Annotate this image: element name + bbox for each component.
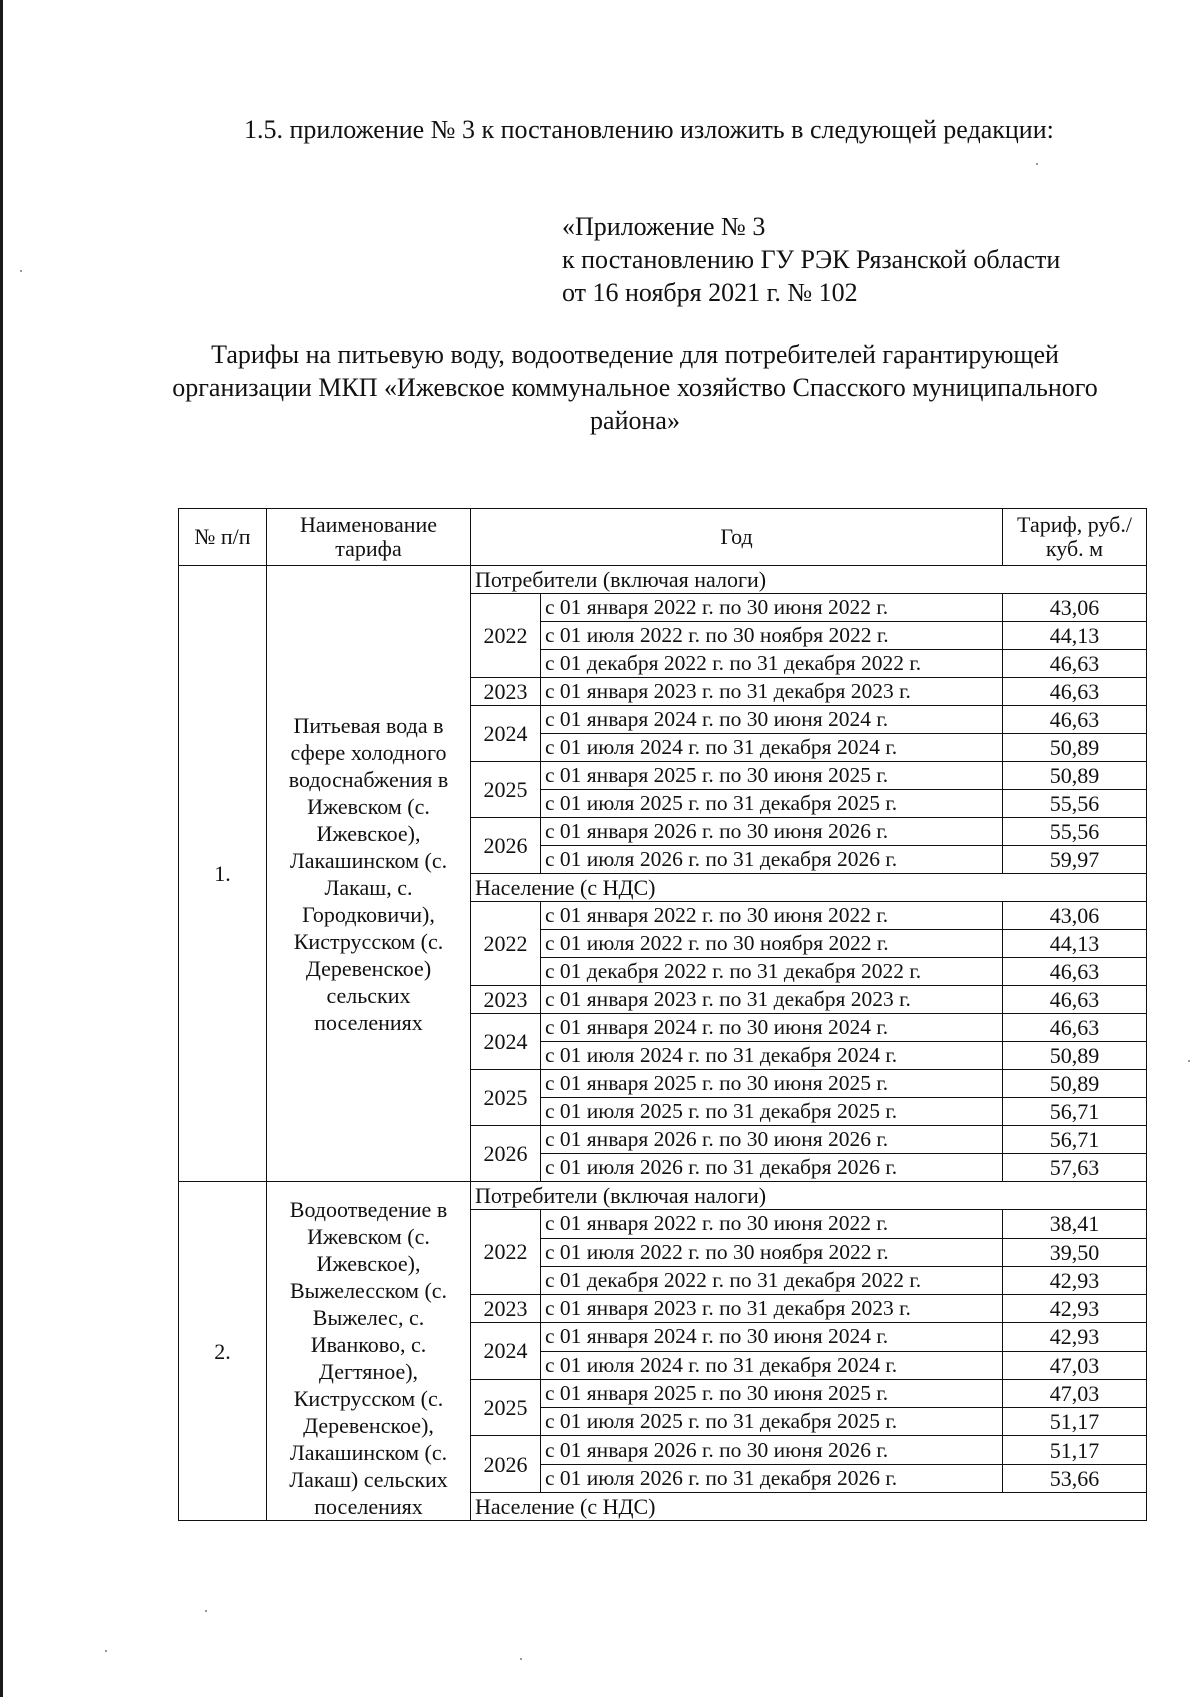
consumer-group-label: Потребители (включая налоги) bbox=[471, 1182, 1147, 1210]
tariff-name: Водоотведение в Ижевском (с. Ижевское), Выжелесском (с. Выжелес, с. Иванково, с. Дегтяное), Киструсском (с. Деревенское), Лакашинском (с. Лакаш) сельских поселениях bbox=[267, 1182, 471, 1521]
tariff-value-cell: 44,13 bbox=[1003, 930, 1147, 958]
period-cell: с 01 декабря 2022 г. по 31 декабря 2022 г. bbox=[541, 650, 1003, 678]
header-tariff: Тариф, руб./куб. м bbox=[1003, 509, 1147, 566]
tariff-value-cell: 42,93 bbox=[1003, 1266, 1147, 1294]
period-cell: с 01 июля 2022 г. по 30 ноября 2022 г. bbox=[541, 1238, 1003, 1266]
tariff-name: Питьевая вода в сфере холодного водоснабжения в Ижевском (с. Ижевское), Лакашинском (с. Лакаш, с. Городковичи), Киструсском (с. Деревенское) сельских поселениях bbox=[267, 566, 471, 1182]
tariff-value-cell: 43,06 bbox=[1003, 902, 1147, 930]
period-cell: с 01 января 2024 г. по 30 июня 2024 г. bbox=[541, 1322, 1003, 1351]
tariff-value-cell: 47,03 bbox=[1003, 1351, 1147, 1379]
period-cell: с 01 января 2023 г. по 31 декабря 2023 г. bbox=[541, 1294, 1003, 1322]
year-cell: 2023 bbox=[471, 678, 541, 706]
period-cell: с 01 января 2025 г. по 30 июня 2025 г. bbox=[541, 1379, 1003, 1408]
tariff-value-cell: 57,63 bbox=[1003, 1154, 1147, 1182]
period-cell: с 01 июля 2025 г. по 31 декабря 2025 г. bbox=[541, 1408, 1003, 1436]
consumer-group-label: Население (с НДС) bbox=[471, 1493, 1147, 1521]
appendix-line-2: к постановлению ГУ РЭК Рязанской области bbox=[562, 245, 1061, 274]
header-num: № п/п bbox=[179, 509, 267, 566]
tariff-value-cell: 55,56 bbox=[1003, 790, 1147, 818]
tariff-value-cell: 51,17 bbox=[1003, 1408, 1147, 1436]
year-cell: 2026 bbox=[471, 1436, 541, 1493]
tariff-value-cell: 56,71 bbox=[1003, 1126, 1147, 1154]
period-cell: с 01 января 2026 г. по 30 июня 2026 г. bbox=[541, 1126, 1003, 1154]
scan-speck bbox=[1036, 163, 1038, 165]
tariff-value-cell: 42,93 bbox=[1003, 1294, 1147, 1322]
tariff-value-cell: 46,63 bbox=[1003, 706, 1147, 734]
appendix-header bbox=[562, 210, 1142, 309]
tariff-value-cell: 50,89 bbox=[1003, 1070, 1147, 1098]
tariff-value-cell: 43,06 bbox=[1003, 594, 1147, 622]
document-title: Тарифы на питьевую воду, водоотведение для потребителей гарантирующей организации МКП «Ижевское коммунальное хозяйство Спасского муниципального района» bbox=[172, 340, 1098, 435]
tariff-table bbox=[178, 508, 1147, 1521]
group-row bbox=[179, 1182, 1147, 1210]
tariff-table-body bbox=[179, 566, 1147, 1521]
table-header-row bbox=[179, 509, 1147, 566]
year-cell: 2023 bbox=[471, 1294, 541, 1322]
year-cell: 2024 bbox=[471, 706, 541, 762]
tariff-value-cell: 46,63 bbox=[1003, 986, 1147, 1014]
intro-paragraph: 1.5. приложение № 3 к постановлению изложить в следующей редакции: bbox=[244, 115, 1054, 144]
tariff-value-cell: 46,63 bbox=[1003, 678, 1147, 706]
tariff-value-cell: 50,89 bbox=[1003, 734, 1147, 762]
period-cell: с 01 июля 2025 г. по 31 декабря 2025 г. bbox=[541, 1098, 1003, 1126]
period-cell: с 01 июля 2024 г. по 31 декабря 2024 г. bbox=[541, 734, 1003, 762]
scan-speck bbox=[105, 1650, 107, 1652]
period-cell: с 01 января 2022 г. по 30 июня 2022 г. bbox=[541, 902, 1003, 930]
year-cell: 2025 bbox=[471, 1379, 541, 1436]
year-cell: 2025 bbox=[471, 762, 541, 818]
period-cell: с 01 декабря 2022 г. по 31 декабря 2022 г. bbox=[541, 1266, 1003, 1294]
year-cell: 2024 bbox=[471, 1014, 541, 1070]
group-row bbox=[179, 566, 1147, 594]
appendix-line-1: «Приложение № 3 bbox=[562, 212, 766, 241]
period-cell: с 01 июля 2022 г. по 30 ноября 2022 г. bbox=[541, 622, 1003, 650]
header-name: Наименование тарифа bbox=[267, 509, 471, 566]
period-cell: с 01 июля 2026 г. по 31 декабря 2026 г. bbox=[541, 1465, 1003, 1493]
tariff-value-cell: 39,50 bbox=[1003, 1238, 1147, 1266]
consumer-group-label: Население (с НДС) bbox=[471, 874, 1147, 902]
period-cell: с 01 декабря 2022 г. по 31 декабря 2022 г. bbox=[541, 958, 1003, 986]
tariff-value-cell: 51,17 bbox=[1003, 1436, 1147, 1465]
period-cell: с 01 января 2024 г. по 30 июня 2024 г. bbox=[541, 706, 1003, 734]
year-cell: 2022 bbox=[471, 594, 541, 678]
period-cell: с 01 января 2022 г. по 30 июня 2022 г. bbox=[541, 594, 1003, 622]
scan-left-edge bbox=[0, 0, 3, 1697]
tariff-value-cell: 44,13 bbox=[1003, 622, 1147, 650]
tariff-value-cell: 46,63 bbox=[1003, 1014, 1147, 1042]
year-cell: 2022 bbox=[471, 1210, 541, 1295]
scan-speck bbox=[20, 270, 22, 272]
year-cell: 2025 bbox=[471, 1070, 541, 1126]
tariff-value-cell: 50,89 bbox=[1003, 762, 1147, 790]
period-cell: с 01 января 2026 г. по 30 июня 2026 г. bbox=[541, 818, 1003, 846]
tariff-value-cell: 42,93 bbox=[1003, 1322, 1147, 1351]
period-cell: с 01 января 2022 г. по 30 июня 2022 г. bbox=[541, 1210, 1003, 1239]
period-cell: с 01 января 2026 г. по 30 июня 2026 г. bbox=[541, 1436, 1003, 1465]
period-cell: с 01 января 2023 г. по 31 декабря 2023 г. bbox=[541, 678, 1003, 706]
year-cell: 2024 bbox=[471, 1322, 541, 1379]
period-cell: с 01 января 2025 г. по 30 июня 2025 г. bbox=[541, 762, 1003, 790]
consumer-group-label: Потребители (включая налоги) bbox=[471, 566, 1147, 594]
period-cell: с 01 января 2023 г. по 31 декабря 2023 г. bbox=[541, 986, 1003, 1014]
scan-speck bbox=[520, 1658, 522, 1660]
tariff-value-cell: 55,56 bbox=[1003, 818, 1147, 846]
section-number: 1. bbox=[179, 566, 267, 1182]
period-cell: с 01 января 2024 г. по 30 июня 2024 г. bbox=[541, 1014, 1003, 1042]
year-cell: 2026 bbox=[471, 1126, 541, 1182]
period-cell: с 01 июля 2024 г. по 31 декабря 2024 г. bbox=[541, 1351, 1003, 1379]
section-number: 2. bbox=[179, 1182, 267, 1521]
scan-speck bbox=[205, 1610, 207, 1612]
tariff-value-cell: 50,89 bbox=[1003, 1042, 1147, 1070]
year-cell: 2022 bbox=[471, 902, 541, 986]
period-cell: с 01 июля 2026 г. по 31 декабря 2026 г. bbox=[541, 1154, 1003, 1182]
period-cell: с 01 июля 2025 г. по 31 декабря 2025 г. bbox=[541, 790, 1003, 818]
tariff-value-cell: 59,97 bbox=[1003, 846, 1147, 874]
tariff-value-cell: 46,63 bbox=[1003, 958, 1147, 986]
header-year-cell: Год bbox=[471, 509, 1003, 566]
tariff-value-cell: 46,63 bbox=[1003, 650, 1147, 678]
tariff-value-cell: 47,03 bbox=[1003, 1379, 1147, 1408]
tariff-value-cell: 56,71 bbox=[1003, 1098, 1147, 1126]
period-cell: с 01 июля 2026 г. по 31 декабря 2026 г. bbox=[541, 846, 1003, 874]
year-cell: 2026 bbox=[471, 818, 541, 874]
period-cell: с 01 июля 2024 г. по 31 декабря 2024 г. bbox=[541, 1042, 1003, 1070]
tariff-value-cell: 53,66 bbox=[1003, 1465, 1147, 1493]
appendix-line-3: от 16 ноября 2021 г. № 102 bbox=[562, 278, 858, 307]
period-cell: с 01 июля 2022 г. по 30 ноября 2022 г. bbox=[541, 930, 1003, 958]
period-cell: с 01 января 2025 г. по 30 июня 2025 г. bbox=[541, 1070, 1003, 1098]
year-cell: 2023 bbox=[471, 986, 541, 1014]
scan-speck bbox=[1188, 1060, 1190, 1062]
tariff-value-cell: 38,41 bbox=[1003, 1210, 1147, 1239]
